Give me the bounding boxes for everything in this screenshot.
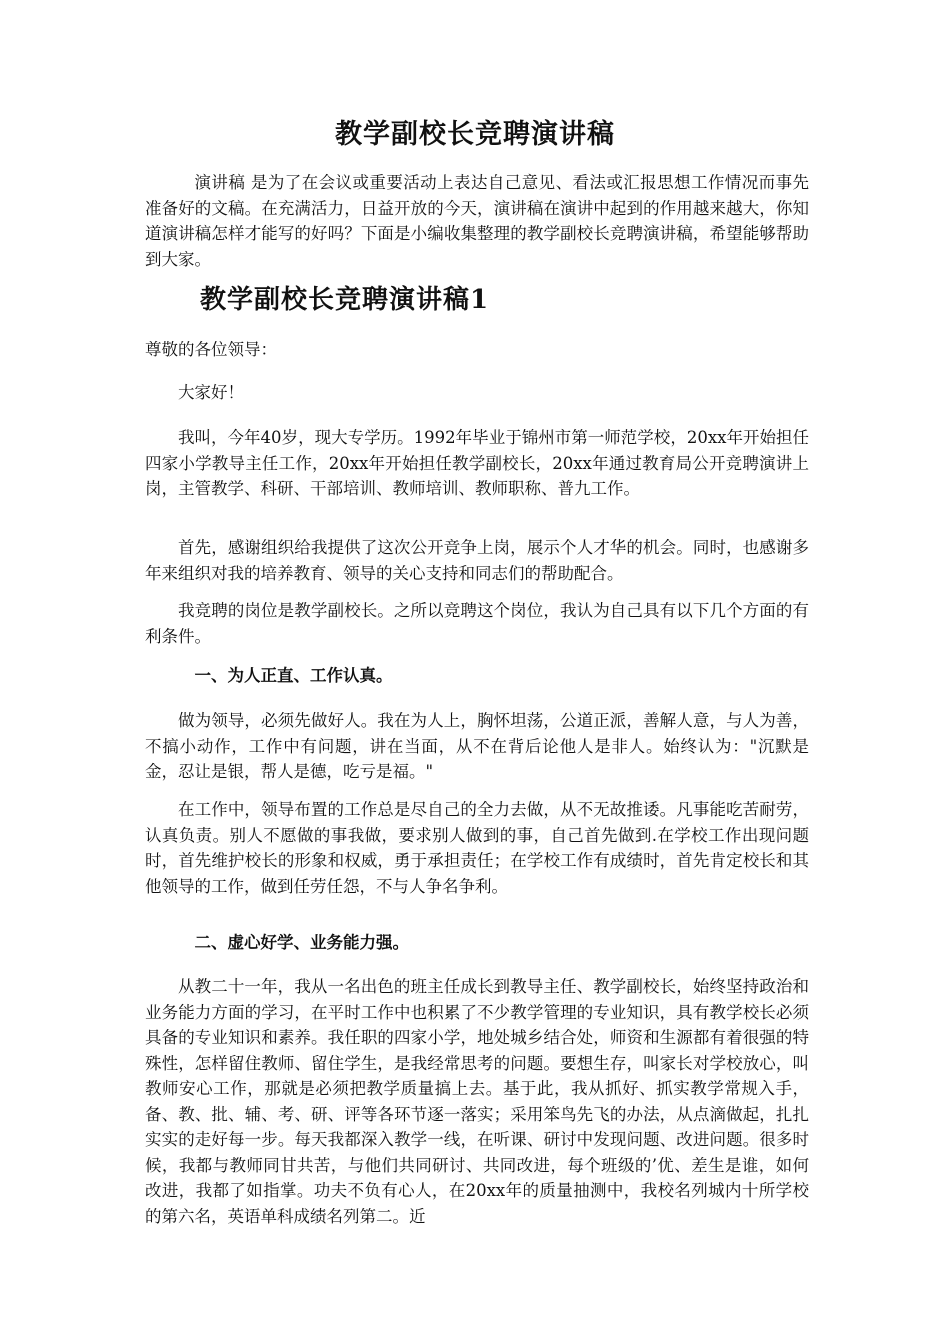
section-title: 教学副校长竞聘演讲稿1 (200, 285, 490, 315)
body-paragraph-work-attitude: 在工作中，领导布置的工作总是尽自己的全力去做，从不无故推诿。凡事能吃苦耐劳，认真负责。别人不愿做的事我做，要求别人做到的事，自己首先做到.在学校工作出现问题时，首先维护校长的形象和权威，勇于承担责任；在学校工作有成绩时，首先肯定校长和其他领导的工作，做到任劳任怨，不与人争名争利。 (145, 800, 809, 896)
body-paragraph-position: 我竞聘的岗位是教学副校长。之所以竞聘这个岗位，我认为自己具有以下几个方面的有利条件。 (145, 601, 809, 646)
body-paragraph-self-intro: 我叫，今年40岁，现大专学历。1992年毕业于锦州市第一师范学校，20xx年开始担任四家小学教导主任工作，20xx年开始担任教学副校长，20xx年通过教育局公开竞聘演讲上岗，主管教学、科研、干部培训、教师培训、教师职称、普九工作。 (145, 428, 809, 498)
greeting: 大家好！ (178, 383, 244, 402)
salutation: 尊敬的各位领导： (145, 340, 277, 359)
heading-one: 一、为人正直、工作认真。 (194, 666, 393, 685)
heading-two: 二、虚心好学、业务能力强。 (194, 933, 409, 952)
intro-paragraph: 演讲稿 是为了在会议或重要活动上表达自己意见、看法或汇报思想工作情况而事先准备好的文稿。在充满活力，日益开放的今天，演讲稿在演讲中起到的作用越来越大，你知道演讲稿怎样才能写的好吗？下面是小编收集整理的教学副校长竞聘演讲稿，希望能够帮助到大家。 (145, 173, 809, 269)
document-title: 教学副校长竞聘演讲稿 (335, 119, 615, 150)
body-paragraph-thanks: 首先，感谢组织给我提供了这次公开竞争上岗，展示个人才华的机会。同时，也感谢多年来组织对我的培养教育、领导的关心支持和同志们的帮助配合。 (145, 538, 809, 583)
body-paragraph-character: 做为领导，必须先做好人。我在为人上，胸怀坦荡，公道正派，善解人意，与人为善，不搞小动作，工作中有问题，讲在当面，从不在背后论他人是非人。始终认为："沉默是金，忍让是银，帮人是德，吃亏是福。" (145, 711, 809, 781)
body-paragraph-learning: 从教二十一年，我从一名出色的班主任成长到教导主任、教学副校长，始终坚持政治和业务能力方面的学习，在平时工作中也积累了不少教学管理的专业知识，具有教学校长必须具备的专业知识和素养。我任职的四家小学，地处城乡结合处，师资和生源都有着很强的特殊性，怎样留住教师、留住学生，是我经常思考的问题。要想生存，叫家长对学校放心，叫教师安心工作，那就是必须把教学质量搞上去。基于此，我从抓好、抓实教学常规入手，备、教、批、辅、考、研、评等各环节逐一落实；采用笨鸟先飞的办法，从点滴做起，扎扎实实的走好每一步。每天我都深入教学一线，在听课、研讨中发现问题、改进问题。很多时候，我都与教师同甘共苦，与他们共同研讨、共同改进，每个班级的’优、差生是谁，如何改进，我都了如指掌。功夫不负有心人，在20xx年的质量抽测中，我校名列城内十所学校的第六名，英语单科成绩名列第二。近 (145, 977, 809, 1226)
